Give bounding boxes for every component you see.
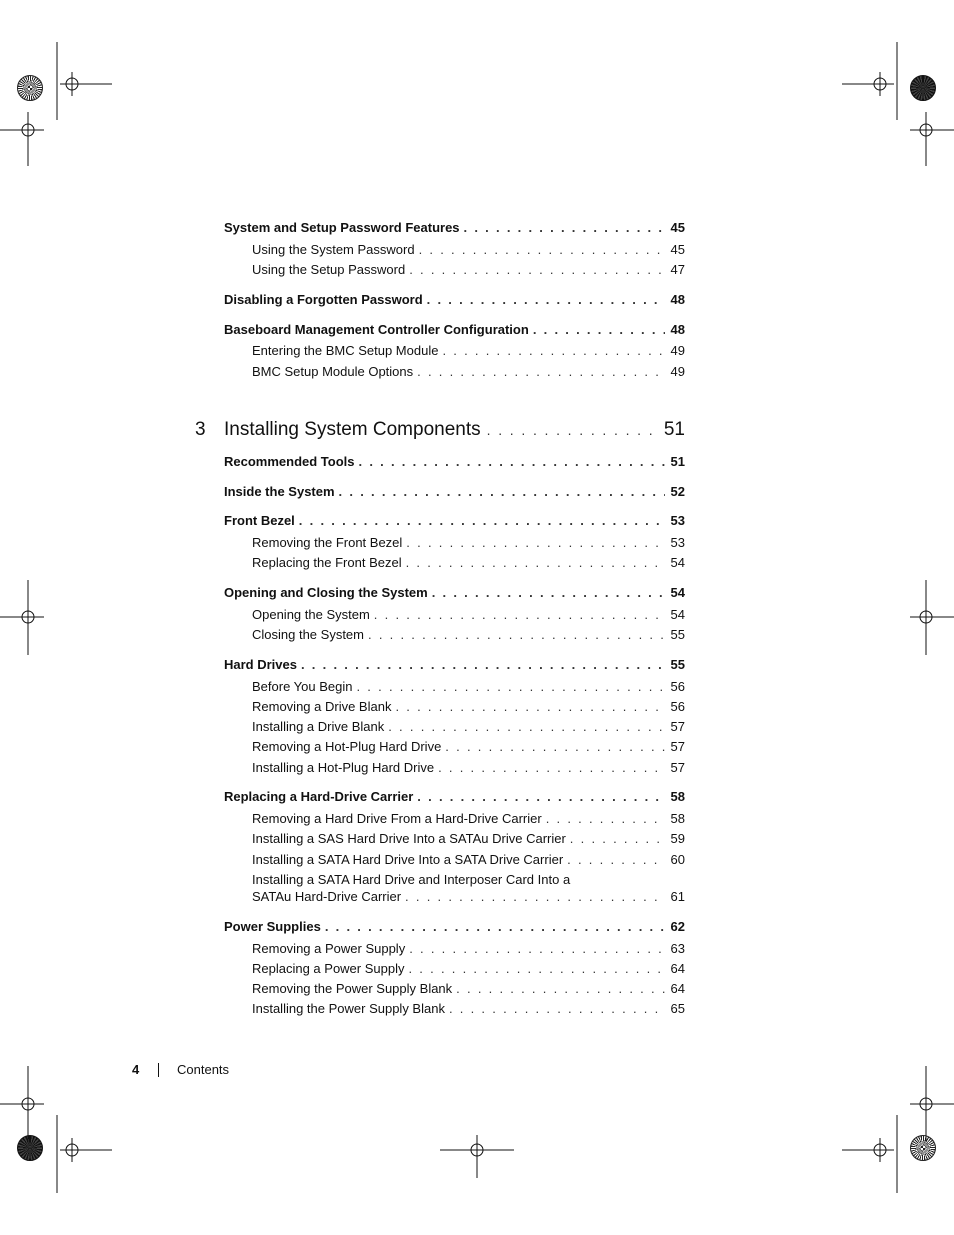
toc-entry-title: Installing a Drive Blank	[252, 719, 385, 734]
toc-entry[interactable]	[252, 852, 685, 868]
toc-entry-title: Disabling a Forgotten Password	[224, 292, 423, 307]
footer-page-number: 4	[132, 1062, 140, 1077]
toc-entry-page: 51	[670, 454, 685, 469]
dot-leader	[427, 292, 665, 308]
footer-divider	[158, 1063, 159, 1077]
toc-entry-title: Installing a SATA Hard Drive Into a SATA Drive Carrier	[252, 852, 564, 867]
toc-entry-title: System and Setup Password Features	[224, 220, 460, 235]
dot-leader	[487, 418, 658, 442]
dot-leader	[368, 627, 665, 643]
toc-entry-page: 56	[670, 699, 685, 714]
toc-entry-page: 57	[670, 719, 685, 734]
toc-entry-page: 59	[670, 831, 685, 846]
toc-entry[interactable]	[252, 831, 685, 847]
toc-entry-page: 45	[670, 220, 685, 235]
toc-entry[interactable]	[224, 585, 685, 601]
toc-entry-page: 61	[670, 889, 685, 904]
dot-leader	[359, 454, 665, 470]
toc-entry-title: Opening the System	[252, 607, 370, 622]
toc-entry-page: 60	[670, 852, 685, 867]
toc-entry[interactable]	[252, 364, 685, 380]
toc-entry-page: 62	[670, 919, 685, 934]
dot-leader	[388, 719, 665, 735]
toc-entry[interactable]	[224, 789, 685, 805]
toc-entry-title: Removing a Hard Drive From a Hard-Drive Carrier	[252, 811, 542, 826]
toc-entry[interactable]	[224, 657, 685, 673]
toc-entry-title: Hard Drives	[224, 657, 297, 672]
page-footer	[132, 1062, 229, 1077]
dot-leader	[546, 811, 665, 827]
toc-entry-title: Removing a Drive Blank	[252, 699, 392, 714]
toc-entry-title: Closing the System	[252, 627, 364, 642]
dot-leader	[533, 322, 665, 338]
toc-entry[interactable]	[252, 535, 685, 551]
toc-entry-title: Recommended Tools	[224, 454, 355, 469]
toc-entry-title: Replacing the Front Bezel	[252, 555, 402, 570]
toc-entry-title: Installing a Hot-Plug Hard Drive	[252, 760, 435, 775]
toc-entry[interactable]	[252, 719, 685, 735]
dot-leader	[356, 679, 665, 695]
toc-entry-title: Using the System Password	[252, 242, 415, 257]
toc-entry-title: Removing a Power Supply	[252, 941, 406, 956]
toc-entry[interactable]	[224, 322, 685, 338]
toc-entry-page: 48	[670, 292, 685, 307]
toc-entry-title: Removing the Power Supply Blank	[252, 981, 453, 996]
dot-leader	[464, 220, 665, 236]
dot-leader	[301, 657, 665, 673]
toc-entry-title: Before You Begin	[252, 679, 353, 694]
dot-leader	[570, 831, 665, 847]
toc-entry-page: 52	[670, 484, 685, 499]
dot-leader	[567, 852, 665, 868]
dot-leader	[299, 513, 665, 529]
chapter-page: 51	[663, 419, 685, 440]
toc-entry-page: 54	[670, 585, 685, 600]
toc-entry-title: Removing the Front Bezel	[252, 535, 403, 550]
toc-entry[interactable]	[224, 919, 685, 935]
toc-entry-page: 58	[670, 789, 685, 804]
toc-entry[interactable]	[252, 343, 685, 359]
toc-entry-page: 65	[670, 1001, 685, 1016]
toc-entry-title: Replacing a Power Supply	[252, 961, 405, 976]
toc-entry-page: 58	[670, 811, 685, 826]
dot-leader	[409, 941, 665, 957]
dot-leader	[432, 585, 665, 601]
toc-entry-title-continued: SATAu Hard-Drive Carrier	[252, 889, 402, 904]
dot-leader	[456, 981, 665, 997]
toc-entry[interactable]	[252, 242, 685, 258]
chapter-heading[interactable]	[195, 418, 685, 442]
toc-entry[interactable]	[224, 454, 685, 470]
toc-entry[interactable]	[224, 292, 685, 308]
toc-entry-page: 55	[670, 657, 685, 672]
toc-entry[interactable]	[252, 699, 685, 715]
toc-entry-page: 55	[670, 627, 685, 642]
dot-leader	[406, 535, 665, 551]
toc-entry-page: 57	[670, 739, 685, 754]
dot-leader	[417, 789, 665, 805]
toc-entry[interactable]	[252, 981, 685, 997]
toc-entry-page: 47	[670, 262, 685, 277]
toc-entry-page: 63	[670, 941, 685, 956]
dot-leader	[339, 484, 665, 500]
toc-entry[interactable]	[224, 220, 685, 236]
toc-entry[interactable]	[252, 961, 685, 977]
toc-entry[interactable]	[224, 513, 685, 529]
toc-entry[interactable]	[252, 607, 685, 623]
toc-entry-page: 49	[670, 364, 685, 379]
chapter-number: 3	[195, 419, 206, 440]
toc-entry[interactable]	[252, 941, 685, 957]
dot-leader	[419, 242, 665, 258]
toc-entry[interactable]	[252, 1001, 685, 1017]
toc-entry-page: 48	[670, 322, 685, 337]
toc-entry[interactable]	[252, 739, 685, 755]
toc-entry-title: Removing a Hot-Plug Hard Drive	[252, 739, 442, 754]
dot-leader	[405, 889, 665, 905]
footer-section-label: Contents	[177, 1062, 230, 1077]
toc-entry-title: BMC Setup Module Options	[252, 364, 414, 379]
dot-leader	[408, 961, 665, 977]
toc-entry-title: Entering the BMC Setup Module	[252, 343, 439, 358]
dot-leader	[442, 343, 665, 359]
toc-entry-title: Front Bezel	[224, 513, 295, 528]
toc-entry-title: Baseboard Management Controller Configuration	[224, 322, 529, 337]
toc-entry[interactable]	[224, 484, 685, 500]
dot-leader	[417, 364, 665, 380]
dot-leader	[406, 555, 665, 571]
dot-leader	[374, 607, 665, 623]
toc-entry[interactable]	[252, 627, 685, 643]
toc-entry-page: 53	[670, 535, 685, 550]
toc-entry-title: Using the Setup Password	[252, 262, 406, 277]
toc-entry-title: Installing the Power Supply Blank	[252, 1001, 445, 1016]
dot-leader	[449, 1001, 665, 1017]
toc-entry-title: Opening and Closing the System	[224, 585, 428, 600]
toc-entry-title: Inside the System	[224, 484, 335, 499]
toc-entry-page: 57	[670, 760, 685, 775]
toc-entry[interactable]	[252, 262, 685, 278]
toc-entry-title: Replacing a Hard-Drive Carrier	[224, 789, 414, 804]
dot-leader	[325, 919, 665, 935]
toc-entry[interactable]	[252, 811, 685, 827]
toc-entry-page: 54	[670, 555, 685, 570]
toc-entry-page: 64	[670, 981, 685, 996]
toc-entry-page: 53	[670, 513, 685, 528]
toc-entry-page: 64	[670, 961, 685, 976]
dot-leader	[438, 760, 665, 776]
toc-entry-title: Power Supplies	[224, 919, 321, 934]
toc-entry-page: 54	[670, 607, 685, 622]
toc-entry[interactable]	[252, 555, 685, 571]
chapter-title: Installing System Components	[224, 419, 481, 440]
toc-entry-page: 56	[670, 679, 685, 694]
dot-leader	[395, 699, 665, 715]
toc-entry-page: 49	[670, 343, 685, 358]
dot-leader	[445, 739, 665, 755]
toc-entry[interactable]	[252, 872, 685, 905]
toc-entry[interactable]	[252, 679, 685, 695]
dot-leader	[409, 262, 665, 278]
toc-entry[interactable]	[252, 760, 685, 776]
toc-entry-title: Installing a SAS Hard Drive Into a SATAu Drive Carrier	[252, 831, 566, 846]
toc-entry-page: 45	[670, 242, 685, 257]
toc-entry-title: Installing a SATA Hard Drive and Interposer Card Into a	[252, 872, 571, 887]
